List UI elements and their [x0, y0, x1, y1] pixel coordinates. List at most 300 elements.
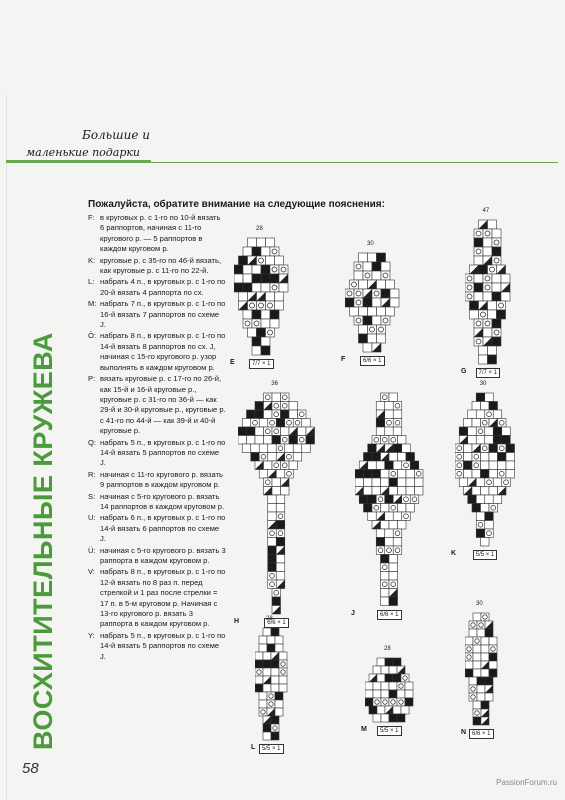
chart-cell	[381, 393, 390, 402]
chart-cell	[252, 274, 261, 283]
side-title: ВОСХИТИТЕЛЬНЫЕ КРУЖЕВА	[28, 332, 58, 750]
chart-cell	[476, 436, 485, 445]
chart-cell	[398, 436, 407, 445]
chart-cell	[498, 419, 507, 428]
chart-cell	[470, 301, 479, 310]
chart-cell	[263, 660, 271, 668]
chart-cell	[267, 692, 275, 700]
chart-cell	[363, 262, 372, 271]
chart-cell	[465, 669, 473, 677]
note-key: Y:	[88, 630, 95, 640]
chart-cell	[270, 265, 279, 274]
chart-cell	[393, 658, 401, 666]
chart-cell	[281, 427, 290, 436]
chart-cell	[275, 644, 283, 652]
chart-cell	[389, 666, 397, 674]
chart-cell	[264, 478, 273, 487]
chart-cell	[365, 690, 373, 698]
chart-top-count: 28	[256, 226, 263, 232]
chart-cell	[259, 444, 268, 453]
chart-cell	[476, 427, 485, 436]
note-text: набрать 8 п., в круговых р. с 1-го по 12-й вязать по 8 раз п. перед стрелкой и 1 раз после стрелки = 17 п. в 5-м круговом р. Начиная с 13-го кругового р. вязать 3 раппорта в каждом круговом р.	[100, 567, 226, 629]
chart-cell	[465, 283, 474, 292]
chart-cell	[255, 436, 264, 445]
chart-cell	[465, 292, 474, 301]
chart-cell	[481, 453, 490, 462]
chart-cell	[489, 487, 498, 496]
chart-cell	[259, 470, 268, 479]
chart-cell	[364, 504, 373, 513]
chart-cell	[372, 316, 381, 325]
chart-cell	[376, 495, 385, 504]
note-item	[88, 331, 226, 373]
note-text: набрать 6 п., в круговых р. с 1-го по 14-й вязать 6 раппортов по схеме J.	[100, 513, 226, 544]
chart-cell	[464, 461, 473, 470]
chart-cell	[275, 301, 284, 310]
chart-cell	[473, 645, 481, 653]
chart-cell	[275, 692, 283, 700]
chart-cell	[498, 453, 507, 462]
note-text: начиная с 5-го кругового р. вязать 14 раппортов в каждом круговом р.	[100, 491, 225, 511]
chart-cell	[293, 444, 302, 453]
chart-cell	[289, 436, 298, 445]
chart-cell	[402, 495, 411, 504]
note-text: набрать 5 п., в круговых р. с 1-го по 14-й вязать 5 раппортов по схеме J.	[100, 630, 226, 661]
chart-cell	[492, 337, 501, 346]
chart-cell	[393, 444, 402, 453]
chart-letter: G	[461, 368, 467, 375]
chart-cell	[350, 307, 359, 316]
chart-cell	[243, 274, 252, 283]
chart-cell	[401, 706, 409, 714]
chart-cell	[386, 280, 395, 289]
chart-cell	[365, 698, 373, 706]
chart-cell	[476, 393, 485, 402]
chart-cell	[271, 684, 279, 692]
chart-cell	[385, 495, 394, 504]
chart-cell	[354, 316, 363, 325]
chart-cell	[259, 453, 268, 462]
chart-cell	[497, 310, 506, 319]
chart-cell	[268, 555, 277, 564]
note-text: в круговых р. с 1-го по 10-й вязать 6 раппортов, начиная с 11-го кругового р. — 5 раппортов в каждом круговом р.	[100, 213, 221, 254]
chart-cell	[359, 253, 368, 262]
note-text: начиная с 5-го кругового р. вязать 3 раппорта в каждом круговом р.	[100, 545, 226, 565]
chart-cell	[268, 563, 277, 572]
chart-cell	[376, 461, 385, 470]
chart-cell	[275, 708, 283, 716]
chart-cell	[393, 410, 402, 419]
note-key: P:	[88, 374, 96, 384]
chart-cell	[276, 512, 285, 521]
chart-cell	[372, 453, 381, 462]
chart-cell	[285, 453, 294, 462]
chart-cell	[268, 538, 277, 547]
chart-cell	[485, 478, 494, 487]
chart-cell	[493, 495, 502, 504]
note-item	[88, 299, 226, 330]
note-text: круговые р. с 35-го по 46-й вязать, как круговые р. с 11-го по 22-й.	[100, 255, 222, 276]
chart-cell	[472, 487, 481, 496]
chart-cell	[385, 461, 394, 470]
margin-line	[6, 95, 7, 800]
chart-cell	[483, 274, 492, 283]
chart-cell	[368, 334, 377, 343]
chart-cell	[354, 298, 363, 307]
chart-cell	[261, 310, 270, 319]
chart-cell	[389, 597, 398, 606]
chart-cell	[477, 685, 485, 693]
chart-cell	[270, 310, 279, 319]
chart-cell	[501, 274, 510, 283]
chart-cell	[472, 504, 481, 513]
chart-cell	[359, 495, 368, 504]
chart-cell	[410, 461, 419, 470]
chart-cell	[251, 419, 260, 428]
chart-repeat-box: 5/5 × 1	[377, 726, 402, 736]
chart-cell	[455, 444, 464, 453]
chart-cell	[406, 487, 415, 496]
chart-cell	[368, 307, 377, 316]
chart-cell	[470, 310, 479, 319]
chart-cell	[389, 682, 397, 690]
chart-cell	[464, 470, 473, 479]
chart-cell	[459, 427, 468, 436]
chart-cell	[483, 328, 492, 337]
note-key: V:	[88, 567, 95, 577]
chart-cell	[363, 316, 372, 325]
chart-cell	[476, 478, 485, 487]
chart-cell	[234, 283, 243, 292]
chart-letter: H	[234, 618, 240, 625]
chart-cell	[506, 470, 515, 479]
chart-cell	[410, 495, 419, 504]
chart-cell	[268, 580, 277, 589]
chart-cell	[276, 419, 285, 428]
chart-cell	[289, 461, 298, 470]
chart-cell	[474, 337, 483, 346]
chart-top-count: 36	[271, 381, 278, 387]
chart-cell	[276, 495, 285, 504]
chart-cell	[271, 660, 279, 668]
note-key: R:	[88, 469, 96, 479]
chart-cell	[472, 470, 481, 479]
chart-cell	[465, 637, 473, 645]
chart-cell	[359, 280, 368, 289]
chart-cell	[268, 572, 277, 581]
chart-cell	[289, 410, 298, 419]
chart-cell	[473, 701, 481, 709]
chart-cell	[255, 427, 264, 436]
chart-cell	[483, 229, 492, 238]
chart-cell	[252, 319, 261, 328]
chart-cell	[481, 701, 489, 709]
chart-cell	[389, 580, 398, 589]
chart-cell	[266, 238, 275, 247]
chart-cell	[465, 645, 473, 653]
chart-cell	[261, 337, 270, 346]
chart-cell	[477, 621, 485, 629]
chart-cell	[259, 692, 267, 700]
chart-cell	[473, 669, 481, 677]
chart-cell	[368, 253, 377, 262]
chart-cell	[455, 470, 464, 479]
chart-cell	[264, 410, 273, 419]
chart-cell	[469, 685, 477, 693]
chart-cell	[476, 512, 485, 521]
chart-cell	[468, 495, 477, 504]
chart-cell	[464, 419, 473, 428]
chart-cell	[376, 427, 385, 436]
chart-cell	[385, 538, 394, 547]
chart-cell	[489, 470, 498, 479]
chart-cell	[270, 319, 279, 328]
chart-cell	[393, 538, 402, 547]
chart-cell	[255, 684, 263, 692]
chart-cell	[255, 410, 264, 419]
chart-cell	[472, 461, 481, 470]
chart-cell	[281, 487, 290, 496]
page-number: 58	[22, 760, 39, 777]
chart-cell	[242, 419, 251, 428]
chart-cell	[270, 274, 279, 283]
chart-cell	[381, 262, 390, 271]
chart-cell	[389, 555, 398, 564]
chart-cell	[373, 690, 381, 698]
chart-cell	[468, 436, 477, 445]
chart-cell	[492, 247, 501, 256]
chart-g	[461, 208, 524, 376]
chart-cell	[381, 316, 390, 325]
chart-cell	[373, 714, 381, 722]
chart-cell	[481, 444, 490, 453]
chart-cell	[272, 589, 281, 598]
chart-cell	[389, 470, 398, 479]
chart-cell	[481, 461, 490, 470]
chart-grid	[365, 650, 427, 728]
chart-cell	[385, 419, 394, 428]
chart-cell	[268, 453, 277, 462]
note-key: S:	[88, 491, 96, 501]
chart-letter: M	[361, 726, 367, 733]
chart-cell	[385, 410, 394, 419]
chart-cell	[252, 247, 261, 256]
chart-cell	[489, 645, 497, 653]
chart-cell	[234, 265, 243, 274]
chart-cell	[243, 319, 252, 328]
footer-site: PassionForum.ru	[496, 778, 557, 787]
chart-cell	[275, 256, 284, 265]
chart-cell	[243, 265, 252, 274]
note-key: Q:	[88, 437, 97, 447]
chart-cell	[481, 538, 490, 547]
chart-cell	[493, 410, 502, 419]
chart-cell	[502, 478, 511, 487]
chart-letter: L	[251, 744, 256, 751]
chart-cell	[393, 674, 401, 682]
chart-cell	[372, 262, 381, 271]
chart-cell	[264, 393, 273, 402]
chart-cell	[415, 478, 424, 487]
chart-cell	[502, 427, 511, 436]
chart-cell	[472, 453, 481, 462]
chart-l	[251, 616, 301, 752]
note-text: вязать круговые р. с 17-го по 26-й, как 15-й и 16-й круговые р., круговые р. с 31-го по 36-й — как 29-й и 30-й круговые р., круговые р. с 41-го по 44-й — как 39-й и 40-й круговые р.	[100, 374, 226, 436]
chart-cell	[272, 393, 281, 402]
chart-cell	[268, 512, 277, 521]
chart-cell	[474, 238, 483, 247]
chart-cell	[255, 660, 263, 668]
chart-cell	[272, 410, 281, 419]
chart-cell	[489, 461, 498, 470]
chart-cell	[390, 298, 399, 307]
chart-cell	[476, 495, 485, 504]
chart-cell	[398, 453, 407, 462]
chart-cell	[389, 521, 398, 530]
chart-grid	[355, 385, 437, 612]
chart-cell	[488, 310, 497, 319]
chart-cell	[298, 410, 307, 419]
chart-cell	[285, 444, 294, 453]
note-item	[88, 438, 226, 469]
chart-cell	[268, 444, 277, 453]
chart-cell	[359, 325, 368, 334]
chart-cell	[415, 470, 424, 479]
chart-letter: F	[341, 356, 346, 363]
chart-cell	[405, 690, 413, 698]
chart-cell	[398, 470, 407, 479]
chart-cell	[389, 698, 397, 706]
chart-cell	[385, 529, 394, 538]
chart-cell	[248, 328, 257, 337]
chart-cell	[377, 280, 386, 289]
chart-cell	[474, 247, 483, 256]
chart-cell	[272, 478, 281, 487]
chart-cell	[259, 636, 267, 644]
chart-cell	[364, 478, 373, 487]
chart-cell	[464, 453, 473, 462]
chart-cell	[393, 427, 402, 436]
chart-cell	[381, 698, 389, 706]
chart-cell	[279, 265, 288, 274]
chart-cell	[372, 271, 381, 280]
chart-cell	[272, 402, 281, 411]
chart-cell	[354, 271, 363, 280]
chart-cell	[381, 572, 390, 581]
chart-cell	[376, 546, 385, 555]
chart-cell	[483, 319, 492, 328]
chart-cell	[372, 436, 381, 445]
chart-cell	[473, 709, 481, 717]
note-text: начиная с 11-го кругового р. вязать 9 раппортов в каждом круговом р.	[100, 469, 224, 490]
chart-cell	[373, 666, 381, 674]
chart-cell	[279, 652, 287, 660]
chart-cell	[255, 676, 263, 684]
chart-cell	[479, 355, 488, 364]
chart-cell	[474, 229, 483, 238]
chart-cell	[489, 453, 498, 462]
chart-cell	[267, 636, 275, 644]
chart-cell	[377, 706, 385, 714]
chart-cell	[455, 453, 464, 462]
chart-cell	[492, 238, 501, 247]
chart-cell	[406, 504, 415, 513]
chart-h	[234, 381, 329, 626]
chart-cell	[381, 521, 390, 530]
chart-cell	[259, 700, 267, 708]
note-key: Ü:	[88, 545, 96, 555]
chart-cell	[381, 470, 390, 479]
chart-cell	[389, 504, 398, 513]
chart-cell	[485, 410, 494, 419]
chart-cell	[381, 666, 389, 674]
chart-cell	[266, 292, 275, 301]
chart-cell	[264, 461, 273, 470]
chart-cell	[474, 283, 483, 292]
chart-cell	[385, 427, 394, 436]
chart-cell	[376, 538, 385, 547]
chart-cell	[489, 661, 497, 669]
chart-cell	[401, 674, 409, 682]
chart-cell	[469, 693, 477, 701]
chart-cell	[252, 283, 261, 292]
chart-cell	[390, 289, 399, 298]
chart-cell	[488, 220, 497, 229]
chart-cell	[263, 652, 271, 660]
chart-cell	[492, 274, 501, 283]
note-item	[88, 256, 226, 277]
chart-cell	[364, 470, 373, 479]
chart-cell	[465, 653, 473, 661]
chart-cell	[368, 444, 377, 453]
chart-cell	[239, 292, 248, 301]
chart-cell	[276, 521, 285, 530]
chart-cell	[268, 419, 277, 428]
chart-cell	[257, 328, 266, 337]
chart-grid	[255, 620, 301, 746]
chart-cell	[473, 637, 481, 645]
chart-cell	[368, 461, 377, 470]
header-line-1: Большие и	[82, 128, 150, 142]
chart-cell	[481, 613, 489, 621]
chart-cell	[275, 636, 283, 644]
chart-cell	[248, 301, 257, 310]
chart-cell	[393, 512, 402, 521]
chart-cell	[359, 334, 368, 343]
chart-cell	[259, 644, 267, 652]
chart-cell	[263, 684, 271, 692]
notes-heading: Пожалуйста, обратите внимание на следующие пояснения:	[88, 199, 385, 210]
chart-cell	[372, 298, 381, 307]
chart-cell	[350, 280, 359, 289]
chart-cell	[498, 444, 507, 453]
chart-cell	[398, 504, 407, 513]
chart-cell	[489, 402, 498, 411]
chart-cell	[263, 668, 271, 676]
chart-cell	[477, 629, 485, 637]
chart-cell	[263, 732, 271, 740]
chart-cell	[381, 690, 389, 698]
chart-cell	[405, 682, 413, 690]
chart-cell	[381, 555, 390, 564]
chart-cell	[354, 289, 363, 298]
chart-cell	[406, 478, 415, 487]
chart-cell	[381, 478, 390, 487]
chart-cell	[385, 512, 394, 521]
note-item	[88, 513, 226, 544]
chart-cell	[489, 504, 498, 513]
chart-cell	[257, 301, 266, 310]
